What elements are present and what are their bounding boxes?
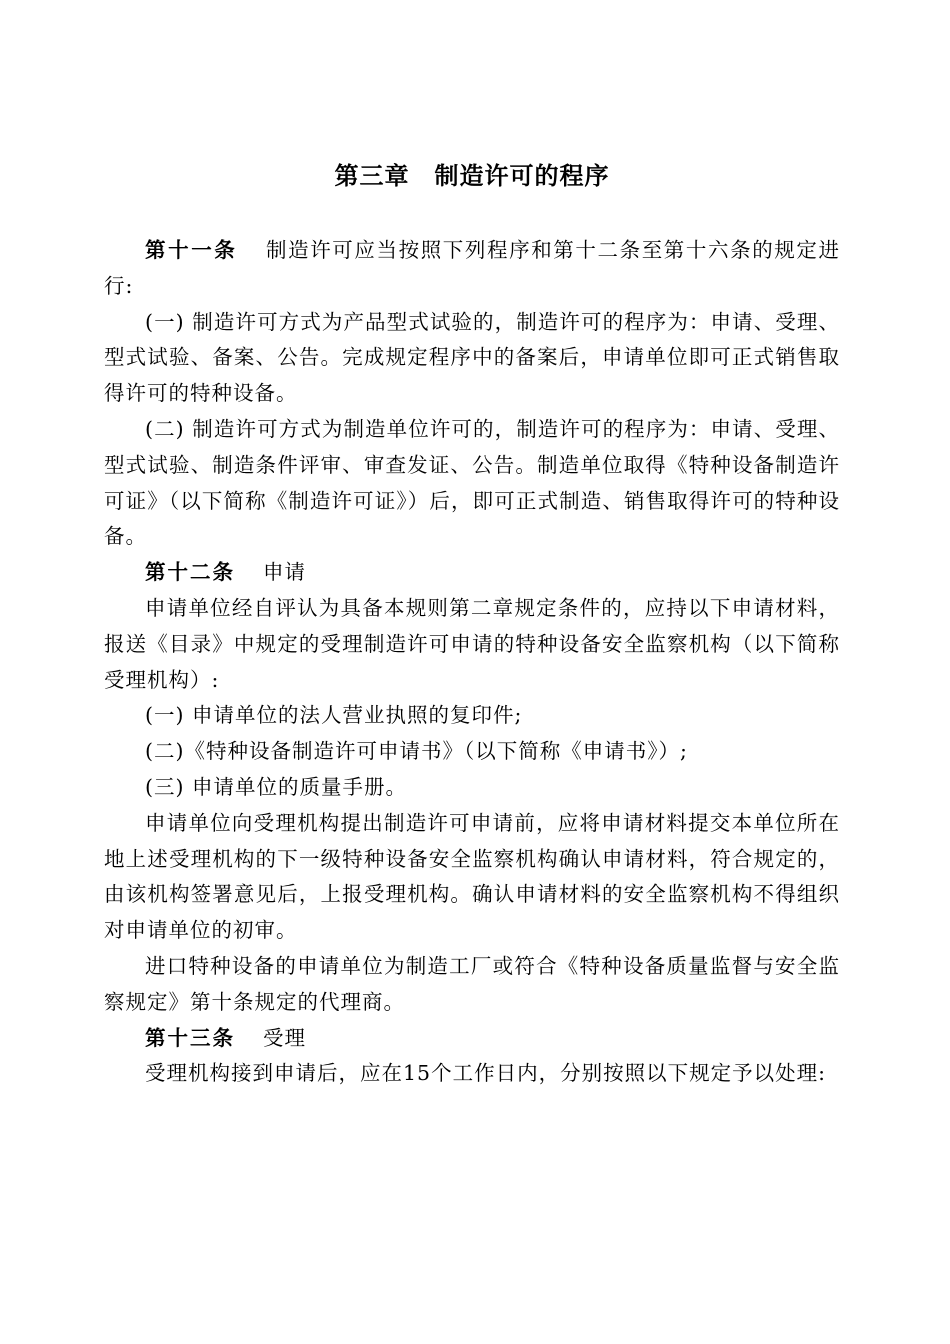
article-12-item-2: (二)《特种设备制造许可申请书》（以下简称《申请书》）; (145, 739, 688, 764)
article-12-heading: 第十二条 (145, 560, 235, 585)
article-11-text: 制造许可应当按照下列程序和第十二条至第十六条的规定进行: (104, 238, 841, 298)
article-13-intro: 受理机构接到申请后，应在15个工作日内，分别按照以下规定予以处理: (145, 1061, 826, 1086)
article-12-para-1: 申请单位向受理机构提出制造许可申请前，应将申请材料提交本单位所在地上述受理机构的下一级特种设备安全监察机构确认申请材料，符合规定的，由该机构签署意见后，上报受理机构。确认申请材料的安全监察机构不得组织对申请单位的初审。 (104, 810, 840, 943)
article-12-item-1: (一) 申请单位的法人营业执照的复印件; (145, 703, 523, 728)
article-13-text: 受理 (263, 1025, 306, 1050)
article-11-item-1: (一) 制造许可方式为产品型式试验的，制造许可的程序为：申请、受理、型式试验、备案、公告。完成规定程序中的备案后，申请单位即可正式销售取得许可的特种设备。 (104, 309, 840, 406)
article-13-paragraph (104, 1021, 840, 1057)
article-13-heading: 第十三条 (145, 1025, 235, 1050)
article-11-heading: 第十一条 (145, 238, 238, 262)
article-12-item-3: (三) 申请单位的质量手册。 (145, 774, 408, 799)
article-12-para-2: 进口特种设备的申请单位为制造工厂或符合《特种设备质量监督与安全监察规定》第十条规定的代理商。 (104, 953, 840, 1014)
article-12-text: 申请 (263, 560, 306, 585)
document-body (104, 233, 840, 1092)
chapter-title: 第三章 制造许可的程序 (334, 161, 610, 190)
article-11-paragraph (104, 233, 840, 305)
article-12-paragraph (104, 555, 840, 591)
article-12-intro: 申请单位经自评认为具备本规则第二章规定条件的，应持以下申请材料，报送《目录》中规定的受理制造许可申请的特种设备安全监察机构（以下简称受理机构）: (104, 595, 840, 692)
article-11-item-2: (二) 制造许可方式为制造单位许可的，制造许可的程序为：申请、受理、型式试验、制造条件评审、审查发证、公告。制造单位取得《特种设备制造许可证》（以下简称《制造许可证》）后，即可正式制造、销售取得许可的特种设备。 (104, 416, 840, 549)
